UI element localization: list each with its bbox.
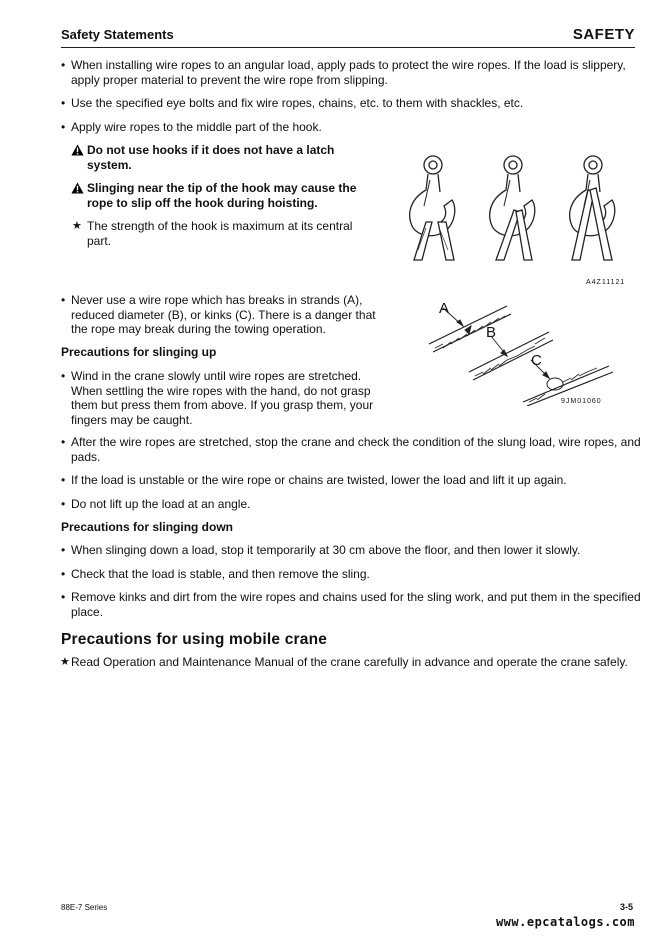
hook-illustration xyxy=(400,150,640,270)
list-item xyxy=(61,369,383,427)
list-item xyxy=(61,58,646,87)
figure-code: 9JM01060 xyxy=(561,398,602,405)
list-item xyxy=(61,96,646,111)
bullet-mark: • xyxy=(61,369,66,383)
hook-1 xyxy=(410,156,455,260)
bullet-text: After the wire ropes are stretched, stop the crane and check the condition of the slung load, wire ropes, and pads. xyxy=(71,435,641,464)
hook-3 xyxy=(570,156,615,260)
bullet-text: Check that the load is stable, and then remove the sling. xyxy=(71,567,370,581)
bullet-text: When installing wire ropes to an angular load, apply pads to protect the wire ropes. If the load is slippery, apply proper material to prevent the wire rope from slipping. xyxy=(71,58,626,87)
list-item xyxy=(61,120,646,135)
list-item xyxy=(61,590,646,619)
bullet-text: When slinging down a load, stop it temporarily at 30 cm above the floor, and then lower it slowly. xyxy=(71,543,581,557)
mobile-crane-note xyxy=(60,655,661,670)
bullet-text: If the load is unstable or the wire rope or chains are twisted, lower the load and lift it up again. xyxy=(71,473,567,487)
rope-label-a: A xyxy=(439,300,450,317)
footer-series: 88E-7 Series xyxy=(61,903,108,912)
wire-rope-illustration xyxy=(425,298,630,406)
list-item xyxy=(61,543,646,558)
bullet-text: Remove kinks and dirt from the wire ropes and chains used for the sling work, and put them in the specified place. xyxy=(71,590,641,619)
chapter-title: SAFETY xyxy=(572,26,635,43)
section-heading: Precautions for slinging down xyxy=(61,520,234,534)
watermark: www.epcatalogs.com xyxy=(495,915,635,929)
page-number: 3-5 xyxy=(619,902,633,912)
warning-triangle-icon xyxy=(71,144,84,156)
bullet-text: Use the specified eye bolts and fix wire ropes, chains, etc. to them with shackles, etc. xyxy=(71,96,524,110)
section-title: Safety Statements xyxy=(61,27,174,42)
section-heading: Precautions for slinging up xyxy=(61,345,217,359)
bullet-mark: • xyxy=(61,590,66,604)
bullet-mark: • xyxy=(61,293,66,307)
header-rule xyxy=(61,47,635,48)
bullet-mark: • xyxy=(61,567,66,581)
bullet-mark: • xyxy=(61,543,66,557)
bullet-mark: • xyxy=(61,497,66,511)
bullet-mark: • xyxy=(61,96,66,110)
bullet-mark: • xyxy=(61,120,66,134)
list-item xyxy=(61,293,383,337)
warning-statement xyxy=(71,181,383,210)
bullet-text: Wind in the crane slowly until wire ropes are stretched. When settling the wire ropes with the hand, do not grasp them but press them from above. If you grasp them, your fingers may be caught. xyxy=(71,369,374,427)
star-icon: ★ xyxy=(60,656,70,668)
list-item xyxy=(61,435,646,464)
section-heading: Precautions for using mobile crane xyxy=(61,631,328,648)
figure-code: A4Z11121 xyxy=(586,279,626,286)
list-item xyxy=(61,567,646,582)
warning-statement xyxy=(71,143,377,172)
star-icon: ★ xyxy=(72,220,82,232)
warning-text: Slinging near the tip of the hook may cause the rope to slip off the hook during hoisting. xyxy=(87,181,357,210)
warning-text: Do not use hooks if it does not have a latch system. xyxy=(87,143,335,172)
bullet-mark: • xyxy=(61,58,66,72)
bullet-mark: • xyxy=(61,435,66,449)
warning-triangle-icon xyxy=(71,182,84,194)
hook-2 xyxy=(490,156,535,260)
bullet-text: Never use a wire rope which has breaks in strands (A), reduced diameter (B), or kinks (C). There is a danger that the rope may break during the towing operation. xyxy=(71,293,376,336)
hook-note xyxy=(71,219,379,248)
list-item xyxy=(61,497,646,512)
list-item xyxy=(61,473,646,488)
bullet-text: Do not lift up the load at an angle. xyxy=(71,497,251,511)
bullet-mark: • xyxy=(61,473,66,487)
rope-label-c: C xyxy=(531,352,542,369)
rope-label-b: B xyxy=(486,324,497,341)
bullet-text: Apply wire ropes to the middle part of the hook. xyxy=(71,120,322,134)
note-text: The strength of the hook is maximum at its central part. xyxy=(87,219,353,248)
note-text: Read Operation and Maintenance Manual of the crane carefully in advance and operate the crane safely. xyxy=(71,655,628,669)
